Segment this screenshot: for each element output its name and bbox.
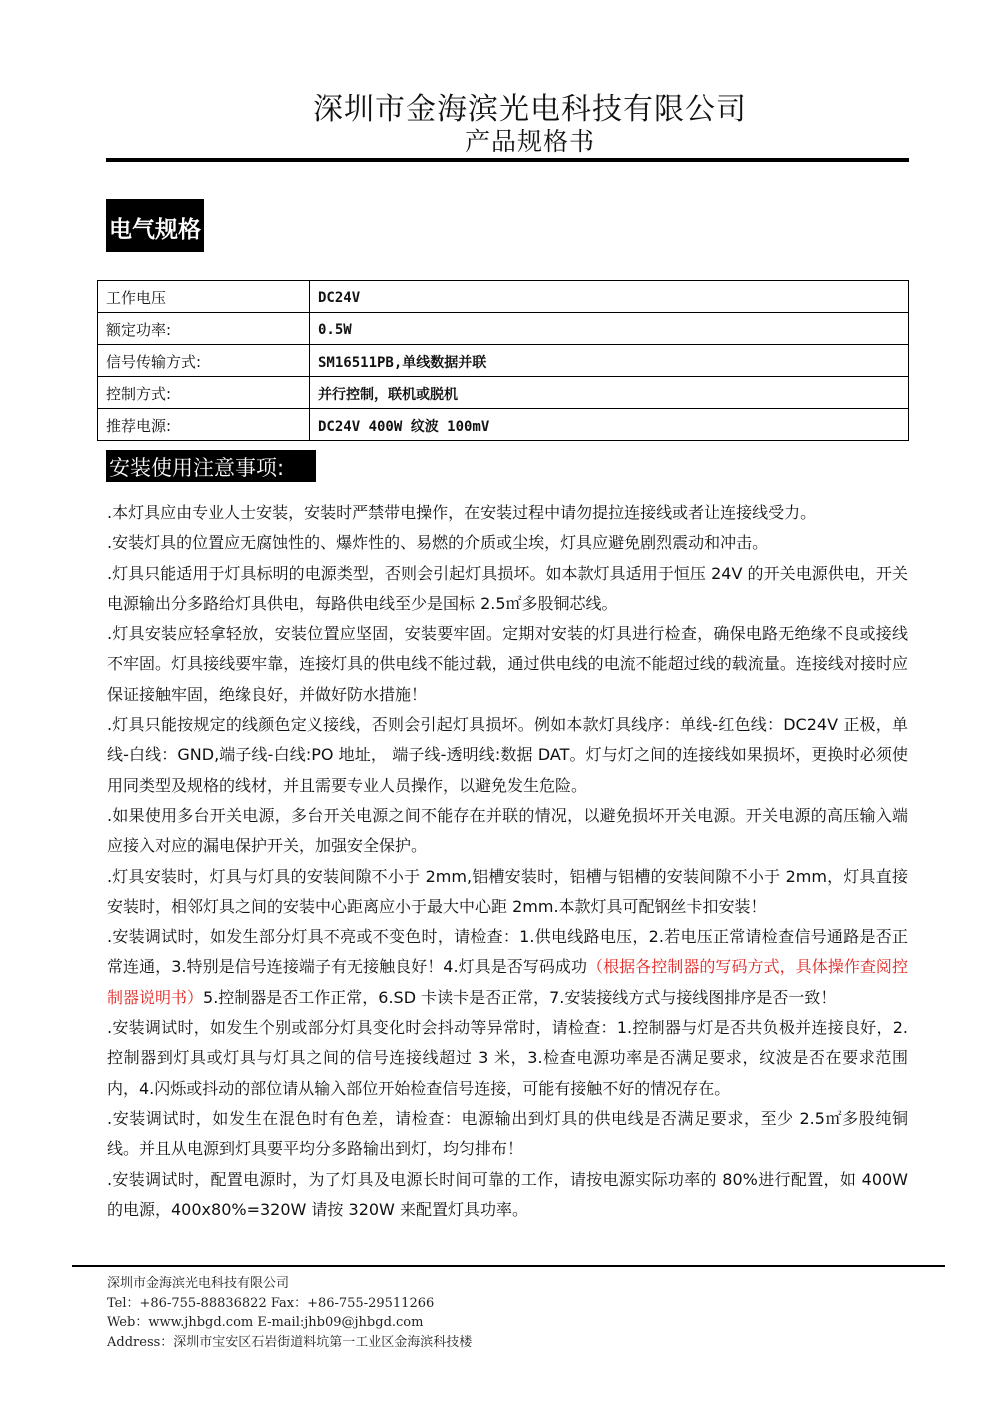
check-text: .安装调试时，如发生部分灯具不亮或不变色时，请检查：1.供电线路电压，2.若电压正常请检查信号通路是否正常连通，3.特别是信号连接端子有无接触良好！4.灯具是否写码成功 <box>107 927 908 977</box>
notes-section-title: 安装使用注意事项: <box>106 450 316 482</box>
note-paragraph: .本灯具应由专业人士安装，安装时严禁带电操作，在安装过程中请勿提拉连接线或者让连接线受力。 <box>107 503 817 522</box>
spec-value: 0.5W <box>310 313 909 345</box>
electrical-spec-table <box>97 280 909 441</box>
note-paragraph: .灯具安装时，灯具与灯具的安装间隙不小于 2mm,铝槽安装时，铝槽与铝槽的安装间隙不小于 2mm，灯具直接安装时，相邻灯具之间的安装中心距离应小于最大中心距 2mm.本款灯具可配钢丝卡扣安装！ <box>107 866 908 916</box>
spec-value: DC24V <box>310 281 909 313</box>
spec-label: 额定功率: <box>98 313 310 345</box>
footer-divider <box>72 1265 945 1267</box>
table-row <box>98 345 909 377</box>
footer-address: Address：深圳市宝安区石岩街道料坑第一工业区金海滨科技楼 <box>107 1334 473 1350</box>
footer-contact: Tel：+86-755-88836822 Fax：+86-755-29511266 <box>107 1295 435 1311</box>
note-paragraph: .灯具安装应轻拿轻放，安装位置应坚固，安装要牢固。定期对安装的灯具进行检查，确保电路无绝缘不良或接线不牢固。灯具接线要牢靠，连接灯具的供电线不能过载，通过供电线的电流不能超过线的载流量。连接线对接时应保证接触牢固，绝缘良好，并做好防水措施！ <box>107 624 908 704</box>
footer-web: Web：www.jhbgd.com E-mail:jhb09@jhbgd.com <box>107 1315 424 1330</box>
spec-label: 信号传输方式: <box>98 345 310 377</box>
company-title: 深圳市金海滨光电科技有限公司 <box>313 92 747 127</box>
note-paragraph: .安装灯具的位置应无腐蚀性的、爆炸性的、易燃的介质或尘埃，灯具应避免剧烈震动和冲击。 <box>107 533 769 553</box>
table-row <box>98 377 909 409</box>
header-divider <box>106 158 909 162</box>
spec-label: 控制方式: <box>98 377 310 409</box>
footer-company: 深圳市金海滨光电科技有限公司 <box>107 1276 290 1291</box>
note-paragraph: .安装调试时，配置电源时，为了灯具及电源长时间可靠的工作，请按电源实际功率的 80%进行配置，如 400W 的电源，400x80%=320W 请按 320W 来配置灯具功率。 <box>107 1169 908 1219</box>
note-paragraph: .灯具只能适用于灯具标明的电源类型，否则会引起灯具损坏。如本款灯具适用于恒压 24V 的开关电源供电，开关电源输出分多路给灯具供电，每路供电线至少是国标 2.5㎡多股铜芯线。 <box>107 563 908 613</box>
note-paragraph: .如果使用多台开关电源，多台开关电源之间不能存在并联的情况，以避免损坏开关电源。开关电源的高压输入端应接入对应的漏电保护开关，加强安全保护。 <box>107 805 908 856</box>
spec-label: 工作电压 <box>98 281 310 313</box>
table-row <box>98 281 909 313</box>
spec-value: DC24V 400W 纹波 100mV <box>310 409 909 441</box>
note-paragraph: .安装调试时，如发生个别或部分灯具变化时会抖动等异常时，请检查：1.控制器与灯是否共负极并连接良好，2.控制器到灯具或灯具与灯具之间的信号连接线超过 3 米，3.检查电源功率是否满足要求，纹波是否在要求范围内，4.闪烁或抖动的部位请从输入部位开始检查信号连接，可能有接触不好的情况存在。 <box>107 1018 908 1098</box>
check-text: 5.控制器是否工作正常，6.SD 卡读卡是否正常，7.安装接线方式与接线图排序是否一致！ <box>203 987 837 1007</box>
electrical-section-title: 电气规格 <box>106 199 204 252</box>
notes-body <box>107 498 908 1225</box>
document-subtitle: 产品规格书 <box>464 127 595 156</box>
table-row <box>98 313 909 345</box>
note-paragraph: .灯具只能按规定的线颜色定义接线，否则会引起灯具损坏。例如本款灯具线序：单线-红色线：DC24V 正极，单线-白线：GND,端子线-白线:PO 地址， 端子线-透明线:数据 DAT。灯与灯之间的连接线如果损坏，更换时必须使用同类型及规格的线材，并且需要专业人员操作，以避免发生危险。 <box>107 715 908 795</box>
footer <box>107 1274 472 1352</box>
spec-label: 推荐电源: <box>98 409 310 441</box>
spec-value: SM16511PB,单线数据并联 <box>310 345 909 377</box>
note-paragraph: .安装调试时，如发生在混色时有色差，请检查：电源输出到灯具的供电线是否满足要求，至少 2.5㎡多股纯铜线。并且从电源到灯具要平均分多路输出到灯，均匀排布！ <box>107 1108 908 1159</box>
spec-value: 并行控制，联机或脱机 <box>310 377 909 409</box>
highlight-text: （根据各控制器的写码方式，具体操作查阅控制器说明书） <box>107 957 908 1007</box>
table-row <box>98 409 909 441</box>
note-paragraph-check <box>107 922 908 1013</box>
